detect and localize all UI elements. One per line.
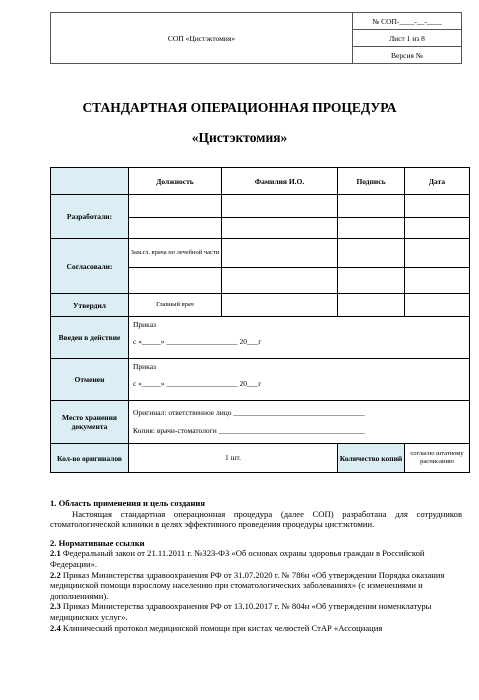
- ref-2-2: 2.2 Приказ Министерства здравоохранения РФ от 31.07.2020 г. № 786н «Об утверждении Порядка оказания медицинской помощи взрослому населению при стоматологических заболеваниях» (с изменениями и дополнениями).: [50, 569, 445, 601]
- col-position: Должность: [129, 168, 222, 195]
- col-name: Фамилия И.О.: [222, 168, 338, 195]
- approved-position: Главный врач: [129, 294, 222, 317]
- row-developed-label: Разработали:: [51, 195, 129, 239]
- table-row: [51, 317, 470, 359]
- order-date-line: с «_____» ___________________ 20___г: [133, 378, 262, 388]
- table-row: [51, 359, 470, 401]
- col-date: Дата: [405, 168, 470, 195]
- table-row: [51, 401, 470, 444]
- row-storage-label: Место хранения документа: [51, 401, 129, 444]
- ref-2-1: 2.1 Федеральный закон от 21.11.2011 г. №323-ФЗ «Об основах охраны здоровья граждан в Российской Федерации».: [50, 548, 425, 569]
- table-row: [51, 444, 470, 473]
- document-header: [50, 12, 462, 64]
- table-row: [51, 195, 470, 218]
- copies-label: Количество копий: [338, 444, 405, 473]
- storage-original: Оригинал: ответственное лицо ___________________________________: [133, 408, 365, 417]
- row-cancelled-label: Отменен: [51, 359, 129, 401]
- header-meta: [353, 13, 461, 63]
- introduced-order: [129, 317, 470, 359]
- row-agreed-label: Согласовали:: [51, 239, 129, 294]
- header-version: Версия №: [391, 50, 423, 60]
- header-doc-name: СОП «Цистэктомия»: [51, 13, 353, 63]
- header-sheet: Лист 1 из 8: [353, 30, 461, 47]
- order-date-line: с «_____» ___________________ 20___г: [133, 336, 262, 346]
- storage-cell: [129, 401, 470, 444]
- ref-2-4: 2.4 Клинический протокол медицинской помощи при кистах челюстей СтАР «Ассоциация: [50, 622, 383, 633]
- col-sign: Подпись: [338, 168, 405, 195]
- approval-table: [50, 167, 470, 473]
- section-1-title: 1. Область применения и цель создания: [50, 498, 206, 508]
- row-copies-label: Кол-во оригиналов: [51, 444, 129, 473]
- header-number: № СОП-____-__-____: [353, 13, 461, 30]
- order-label: Приказ: [133, 362, 157, 371]
- table-header-row: [51, 168, 470, 195]
- agreed-position: Зам.гл. врача по лечебной части: [129, 239, 222, 268]
- row-approved-label: Утвердил: [51, 294, 129, 317]
- row-introduced-label: Введен в действие: [51, 317, 129, 359]
- page-title: СТАНДАРТНАЯ ОПЕРАЦИОННАЯ ПРОЦЕДУРА: [82, 100, 397, 115]
- cancelled-order: [129, 359, 470, 401]
- section-2-title: 2. Нормативные ссылки: [50, 537, 145, 548]
- storage-copy: Копия: врачи-стоматологи _______________________________________: [133, 425, 365, 435]
- corner-cell: [51, 168, 129, 195]
- order-label: Приказ: [133, 320, 157, 329]
- ref-2-3: 2.3 Приказ Министерства здравоохранения РФ от 13.10.2017 г. № 804н «Об утверждении номенклатуры медицинских услуг».: [50, 601, 432, 622]
- section-1-text: Настоящая стандартная операционная процедура (далее СОП) разработана для сотрудников стоматологической клиники в целях эффективного проведения процедуры цистэктомии.: [50, 508, 462, 530]
- copies-value: 1 шт.: [129, 444, 338, 473]
- copies-staff: согласно штатному расписанию: [405, 444, 470, 473]
- page-subtitle: «Цистэктомия»: [191, 130, 288, 145]
- table-row: [51, 294, 470, 317]
- body-text: [50, 498, 462, 633]
- table-row: [51, 239, 470, 268]
